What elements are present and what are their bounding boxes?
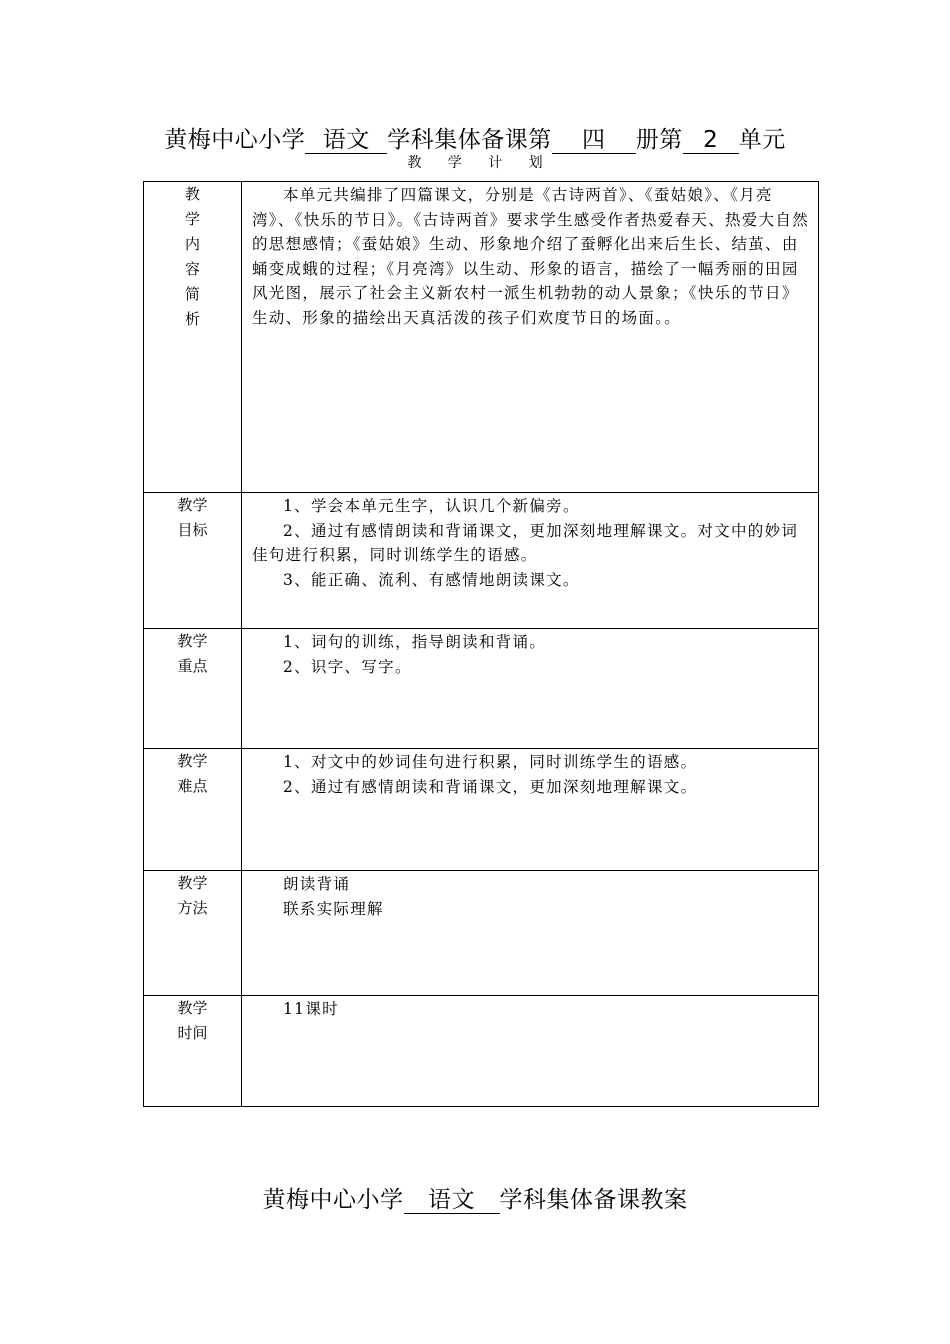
footer-title-suffix: 学科集体备课教案: [499, 1187, 688, 1213]
content-line: 2、通过有感情朗读和背诵课文，更加深刻地理解课文。: [283, 777, 698, 796]
row-label: 教学内容简析: [144, 182, 242, 493]
content-line: 11课时: [283, 1000, 339, 1018]
row-label: 教学时间: [144, 996, 242, 1107]
footer-school-name: 黄梅中心小学: [262, 1187, 404, 1213]
table-row: [144, 182, 819, 493]
content-line: 2、通过有感情朗读和背诵课文，更加深刻地理解课文。对文中的妙词佳句进行积累，同时训练学生的语感。: [252, 521, 799, 564]
table-row: [144, 493, 819, 629]
row-content: [242, 629, 819, 749]
row-label: 教学方法: [144, 871, 242, 996]
unit-field: 2: [683, 127, 739, 154]
content-line: 3、能正确、流利、有感情地朗读课文。: [283, 570, 580, 589]
row-content: [242, 749, 819, 871]
table-row: [144, 629, 819, 749]
content-line: 1、对文中的妙词佳句进行积累，同时训练学生的语感。: [283, 753, 698, 771]
row-label: 教学目标: [144, 493, 242, 629]
page-subtitle: 教 学 计 划: [407, 155, 554, 171]
volume-field: 四: [552, 127, 636, 154]
footer-subject-field: 语文: [404, 1187, 500, 1214]
content-line: 1、学会本单元生字，认识几个新偏旁。: [283, 497, 580, 515]
plan-table: [143, 181, 819, 1107]
page-title: [0, 121, 950, 154]
footer-title: [0, 1181, 950, 1214]
content-line: 1、词句的训练，指导朗读和背诵。: [283, 633, 547, 651]
row-content: [242, 996, 819, 1107]
table-row: [144, 996, 819, 1107]
title-text-mid1: 学科集体备课第: [387, 127, 552, 153]
content-line: 本单元共编排了四篇课文，分别是《古诗两首》、《蚕姑娘》、《月亮湾》、《快乐的节日》。《古诗两首》要求学生感受作者热爱春天、热爱大自然的思想感情；《蚕姑娘》生动、形象地介绍了蚕孵化出来后生长、结茧、由蛹变成蛾的过程；《月亮湾》以生动、形象的语言，描绘了一幅秀丽的田园风光图，展示了社会主义新农村一派生机勃勃的动人景象；《快乐的节日》生动、形象的描绘出天真活泼的孩子们欢度节日的场面。。: [252, 186, 810, 327]
subject-field: 语文: [305, 127, 387, 154]
title-text-suffix: 单元: [738, 127, 786, 153]
row-content: [242, 182, 819, 493]
school-name: 黄梅中心小学: [164, 127, 306, 153]
row-label: 教学难点: [144, 749, 242, 871]
content-line: 2、识字、写字。: [283, 657, 412, 676]
title-text-mid2: 册第: [635, 127, 683, 153]
content-line: 朗读背诵: [283, 875, 351, 893]
row-content: [242, 493, 819, 629]
row-label: 教学重点: [144, 629, 242, 749]
content-line: 联系实际理解: [283, 899, 384, 918]
row-content: [242, 871, 819, 996]
table-row: [144, 749, 819, 871]
table-row: [144, 871, 819, 996]
